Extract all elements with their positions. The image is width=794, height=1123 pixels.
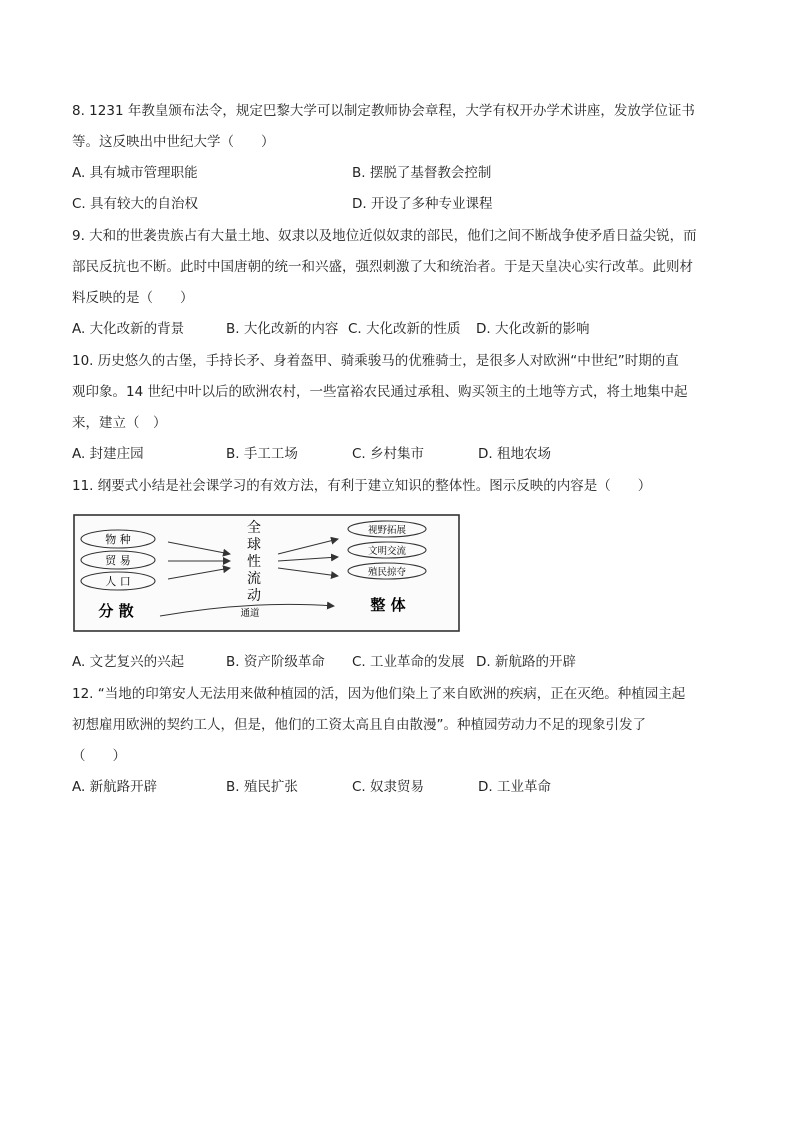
q11-stem-line1: 11. 纲要式小结是社会课学习的有效方法，有利于建立知识的整体性。图示反映的内容是（ ）: [72, 478, 652, 494]
q11-option-c[interactable]: C. 工业革命的发展: [352, 654, 465, 670]
center-char-4: 流: [247, 571, 261, 587]
q10-option-c[interactable]: C. 乡村集市: [352, 446, 425, 462]
q9-option-c[interactable]: C. 大化改新的性质: [348, 321, 461, 337]
q8-option-d[interactable]: D. 开设了多种专业课程: [352, 196, 493, 212]
q12-option-b[interactable]: B. 殖民扩张: [226, 779, 298, 795]
center-char-2: 球: [247, 537, 261, 553]
diagram-svg: [72, 512, 462, 634]
center-char-3: 性: [247, 554, 261, 570]
left-item-trade: 贸 易: [105, 554, 131, 567]
right-item-plunder: 殖民掠夺: [367, 567, 407, 578]
q10-stem-line1: 10. 历史悠久的古堡，手持长矛、身着盔甲、骑乘骏马的优雅骑士，是很多人对欧洲“中世纪”时期的直: [72, 353, 679, 369]
center-char-1: 全: [247, 520, 261, 536]
left-item-population: 人 口: [105, 575, 131, 588]
q8-option-b[interactable]: B. 摆脱了基督教会控制: [352, 165, 492, 181]
q12-stem-line1: 12. “当地的印第安人无法用来做种植园的活，因为他们染上了来自欧洲的疾病，正在灭绝。种植园主起: [72, 686, 686, 702]
left-label-scattered: 分 散: [98, 602, 134, 620]
right-item-exchange: 文明交流: [367, 546, 407, 557]
q10-option-a[interactable]: A. 封建庄园: [72, 446, 144, 462]
q11-option-d[interactable]: D. 新航路的开辟: [476, 654, 576, 670]
q9-stem-line3: 料反映的是（ ）: [72, 290, 194, 306]
q9-stem-line1: 9. 大和的世袭贵族占有大量土地、奴隶以及地位近似奴隶的部民，他们之间不断战争使矛盾日益尖锐，而: [72, 228, 697, 244]
q9-stem-line2: 部民反抗也不断。此时中国唐朝的统一和兴盛，强烈刺激了大和统治者。于是天皇决心实行改革。此则材: [72, 259, 693, 275]
q8-option-c[interactable]: C. 具有较大的自治权: [72, 196, 199, 212]
q12-option-a[interactable]: A. 新航路开辟: [72, 779, 158, 795]
q8-stem-line2: 等。这反映出中世纪大学（ ）: [72, 134, 275, 150]
global-flow-diagram: [72, 512, 462, 634]
q12-stem-line3: （ ）: [72, 748, 126, 764]
right-label-whole: 整 体: [370, 596, 406, 614]
channel-label: 通道: [240, 608, 260, 619]
q10-stem-line3: 来，建立（ ）: [72, 415, 167, 431]
q9-option-d[interactable]: D. 大化改新的影响: [476, 321, 590, 337]
q10-option-d[interactable]: D. 租地农场: [478, 446, 551, 462]
right-item-horizon: 视野拓展: [367, 525, 407, 536]
q8-stem-line1: 8. 1231 年教皇颁布法令，规定巴黎大学可以制定教师协会章程，大学有权开办学术讲座，发放学位证书: [72, 103, 695, 119]
q12-option-c[interactable]: C. 奴隶贸易: [352, 779, 425, 795]
q10-stem-line2: 观印象。14 世纪中叶以后的欧洲农村，一些富裕农民通过承租、购买领主的土地等方式，将土地集中起: [72, 384, 688, 400]
q11-option-b[interactable]: B. 资产阶级革命: [226, 654, 325, 670]
q9-option-a[interactable]: A. 大化改新的背景: [72, 321, 185, 337]
q9-option-b[interactable]: B. 大化改新的内容: [226, 321, 339, 337]
q10-option-b[interactable]: B. 手工工场: [226, 446, 298, 462]
left-item-species: 物 种: [105, 533, 131, 546]
q8-option-a[interactable]: A. 具有城市管理职能: [72, 165, 198, 181]
q11-option-a[interactable]: A. 文艺复兴的兴起: [72, 654, 185, 670]
q12-stem-line2: 初想雇用欧洲的契约工人，但是，他们的工资太高且自由散漫”。种植园劳动力不足的现象引发了: [72, 717, 646, 733]
center-char-5: 动: [247, 588, 261, 604]
q12-option-d[interactable]: D. 工业革命: [478, 779, 551, 795]
